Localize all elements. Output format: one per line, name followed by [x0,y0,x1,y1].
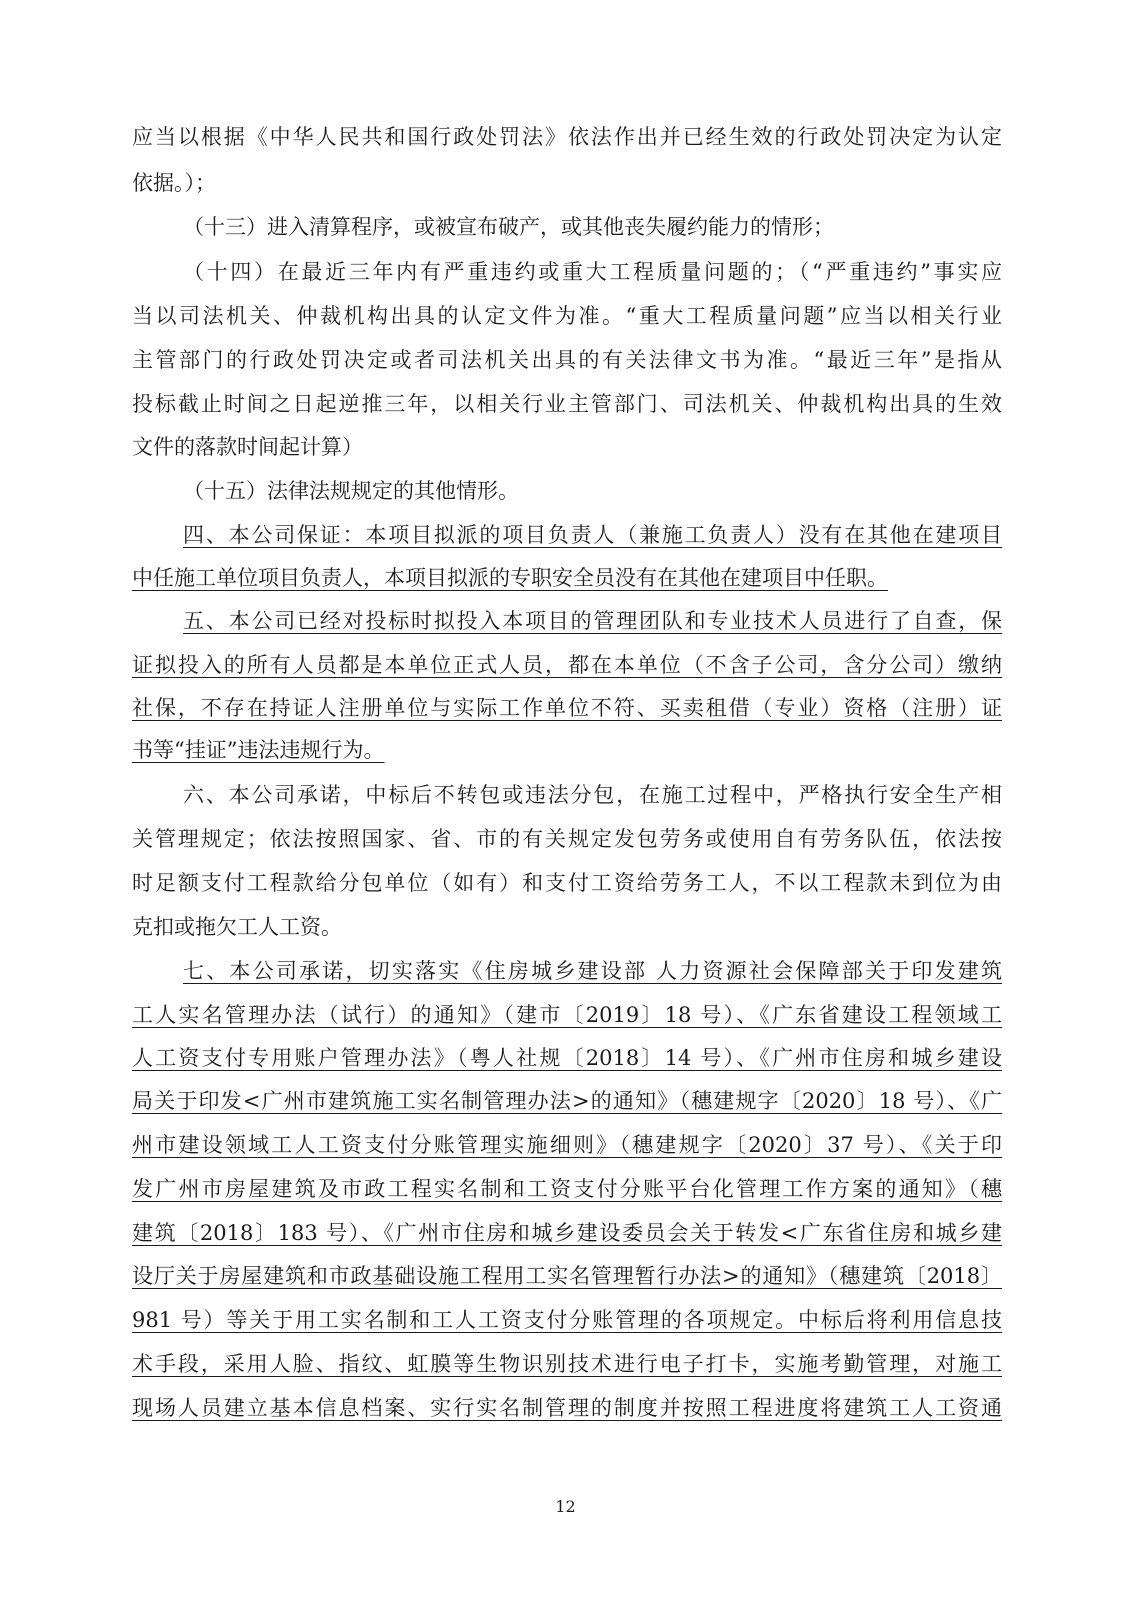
text-line: 州市建设领域工人工资支付分账管理实施细则》（穗建规字〔2020〕37 号）、《关于印 [132,1133,1002,1157]
text-line: 证拟投入的所有人员都是本单位正式人员，都在本单位（不含子公司，含分公司）缴纳 [132,653,1002,677]
text-line: 文件的落款时间起计算） [132,435,363,459]
text-line: 中任施工单位项目负责人，本项目拟派的专职安全员没有在其他在建项目中任职。 [132,566,888,590]
text-line: 关管理规定；依法按照国家、省、市的有关规定发包劳务或使用自有劳务队伍，依法按 [132,827,1002,851]
text-line: 建筑〔2018〕183 号）、《广州市住房和城乡建设委员会关于转发<广东省住房和城乡建 [132,1221,1002,1245]
text-line: （十三）进入清算程序，或被宣布破产，或其他丧失履约能力的情形； [183,215,834,239]
text-line: 主管部门的行政处罚决定或者司法机关出具的有关法律文书为准。“最近三年”是指从 [132,348,1002,372]
text-line: 六、本公司承诺，中标后不转包或违法分包，在施工过程中，严格执行安全生产相 [183,783,1002,807]
text-line: （十四）在最近三年内有严重违约或重大工程质量问题的；（“严重违约”事实应 [183,260,1002,284]
text-line: 书等“挂证”违法违规行为。 [132,738,385,762]
text-line: 七、本公司承诺，切实落实《住房城乡建设部 人力资源社会保障部关于印发建筑 [183,959,1002,983]
text-line: 局关于印发<广州市建筑施工实名制管理办法>的通知》（穗建规字〔2020〕18 号）、《广 [132,1089,1002,1113]
text-line: 981 号）等关于用工实名制和工人工资支付分账管理的各项规定。中标后将利用信息技 [132,1308,1002,1332]
text-line: 人工资支付专用账户管理办法》（粤人社规〔2018〕14 号）、《广州市住房和城乡建设 [132,1046,1002,1070]
page-number: 12 [555,1497,576,1516]
text-line: 术手段，采用人脸、指纹、虹膜等生物识别技术进行电子打卡，实施考勤管理，对施工 [132,1352,1002,1376]
text-line: 四、本公司保证：本项目拟派的项目负责人（兼施工负责人）没有在其他在建项目 [183,523,1002,547]
text-line: 五、本公司已经对投标时拟投入本项目的管理团队和专业技术人员进行了自查，保 [183,609,1002,633]
text-line: 发广州市房屋建筑及市政工程实名制和工资支付分账平台化管理工作方案的通知》（穗 [132,1177,1002,1201]
text-line: 当以司法机关、仲裁机构出具的认定文件为准。“重大工程质量问题”应当以相关行业 [132,304,1002,328]
text-line: （十五）法律法规规定的其他情形。 [183,479,519,503]
text-line: 投标截止时间之日起逆推三年，以相关行业主管部门、司法机关、仲裁机构出具的生效 [132,392,1002,416]
text-line: 克扣或拖欠工人工资。 [132,915,342,939]
text-line: 依据。）； [132,171,216,195]
text-line: 工人实名管理办法（试行）的通知》（建市〔2019〕18 号）、《广东省建设工程领域工 [132,1003,1002,1027]
text-line: 应当以根据《中华人民共和国行政处罚法》依法作出并已经生效的行政处罚决定为认定 [132,125,1002,149]
text-line: 社保，不存在持证人注册单位与实际工作单位不符、买卖租借（专业）资格（注册）证 [132,696,1002,720]
text-line: 时足额支付工程款给分包单位（如有）和支付工资给劳务工人，不以工程款未到位为由 [132,871,1002,895]
text-line: 现场人员建立基本信息档案、实行实名制管理的制度并按照工程进度将建筑工人工资通 [132,1396,1002,1420]
text-line: 设厅关于房屋建筑和市政基础设施工程用工实名管理暂行办法>的通知》（穗建筑〔2018〕 [132,1264,1002,1288]
